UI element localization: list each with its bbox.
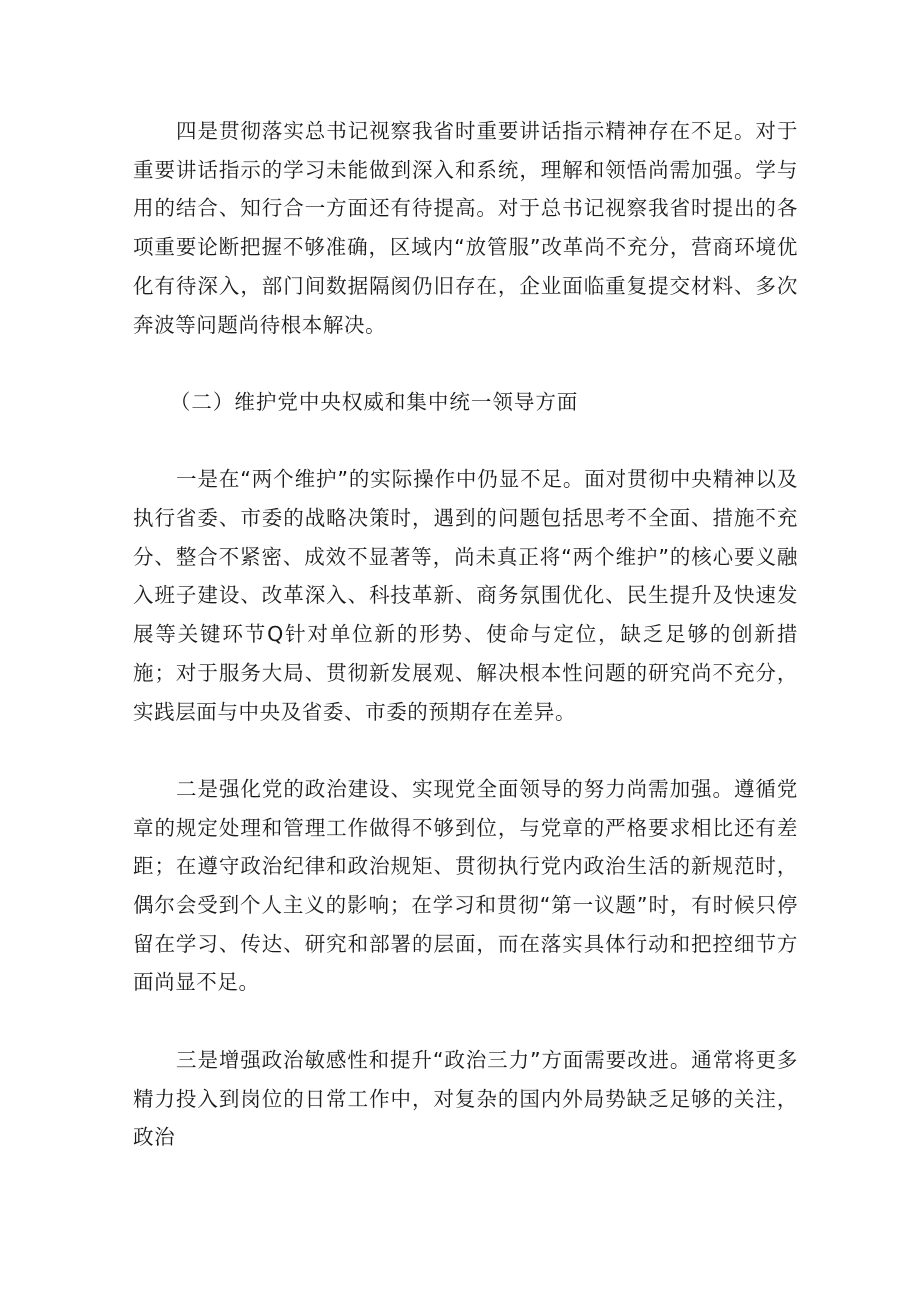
paragraph-spacer <box>133 731 798 770</box>
section-heading: （二）维护党中央权威和集中统一领导方面 <box>169 389 579 414</box>
paragraph-point-four: 四是贯彻落实总书记视察我省时重要讲话指示精神存在不足。对于重要讲话指示的学习未能做到深入和系统，理解和领悟尚需加强。学与用的结合、知行合一方面还有待提高。对于总书记视察我省时提出的各项重要论断把握不够准确，区域内“放管服”改革尚不充分，营商环境优化有待深入，部门间数据隔阂仍旧存在，企业面临重复提交材料、多次奔波等问题尚待根本解决。 <box>133 119 798 337</box>
document-body <box>133 112 798 1157</box>
paragraph-point-three: 三是增强政治敏感性和提升“政治三力”方面需要改进。通常将更多精力投入到岗位的日常工作中，对复杂的国内外局势缺乏足够的关注，政治 <box>133 1047 798 1150</box>
paragraph-spacer <box>133 344 798 383</box>
paragraph-point-two: 二是强化党的政治建设、实现党全面领导的努力尚需加强。遵循党章的规定处理和管理工作做得不够到位，与党章的严格要求相比还有差距；在遵守政治纪律和政治规矩、贯彻执行党内政治生活的新规范时，偶尔会受到个人主义的影响；在学习和贯彻“第一议题”时，有时候只停留在学习、传达、研究和部署的层面，而在落实具体行动和把控细节方面尚显不足。 <box>133 776 798 995</box>
paragraph-point-one: 一是在“两个维护”的实际操作中仍显不足。面对贯彻中央精神以及执行省委、市委的战略决策时，遇到的问题包括思考不全面、措施不充分、整合不紧密、成效不显著等，尚未真正将“两个维护”的核心要义融入班子建设、改革深入、科技革新、商务氛围优化、民生提升及快速发展等关键环节Q针对单位新的形势、使命与定位，缺乏足够的创新措施；对于服务大局、贯彻新发展观、解决根本性问题的研究尚不充分，实践层面与中央及省委、市委的预期存在差异。 <box>133 467 798 724</box>
paragraph-spacer <box>133 422 798 461</box>
paragraph-spacer <box>133 1002 798 1041</box>
